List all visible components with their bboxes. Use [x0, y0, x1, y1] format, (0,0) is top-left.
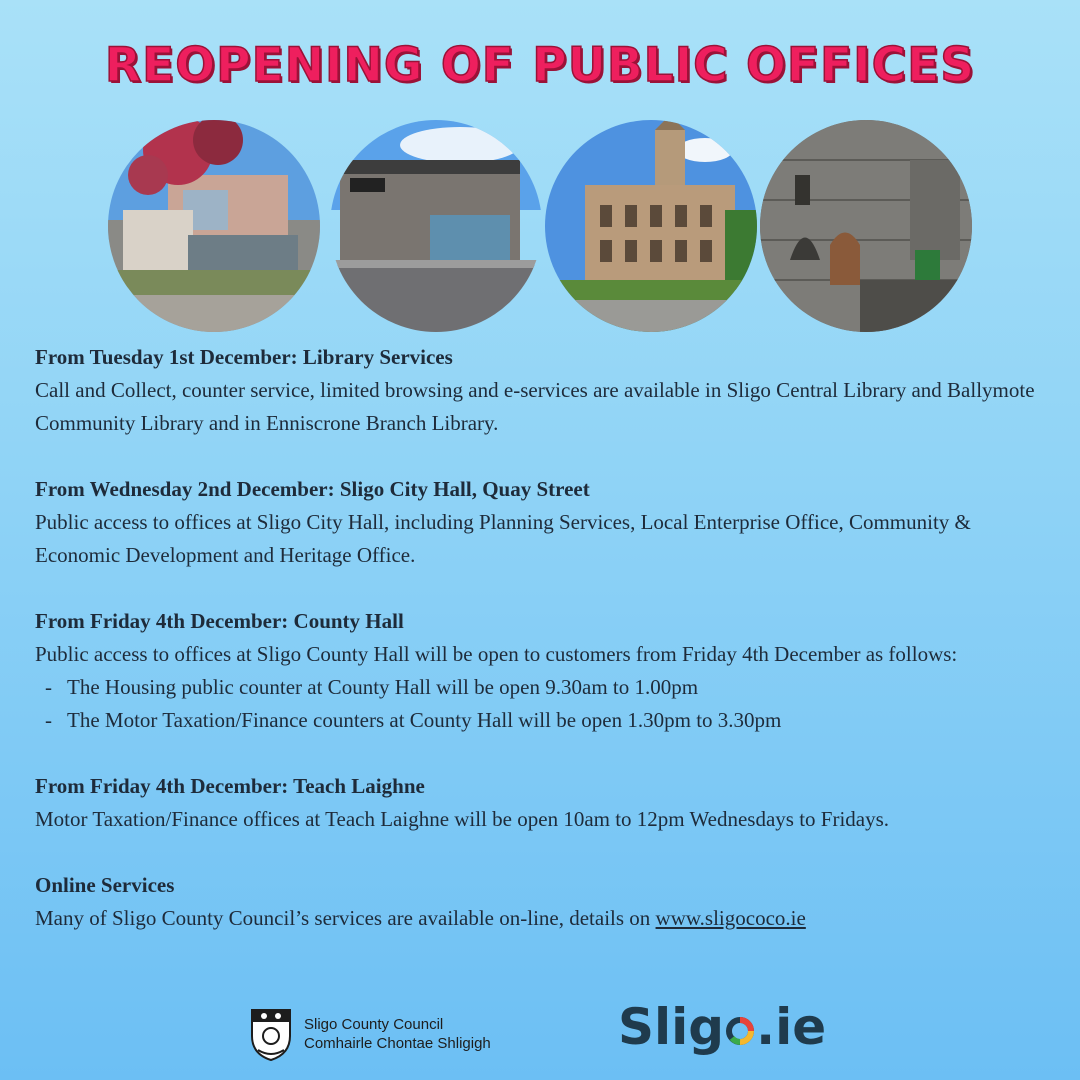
section-body [35, 902, 1055, 935]
county-hall-photo [760, 120, 972, 332]
logo-text-left: Slig [618, 998, 725, 1056]
library-building-photo [108, 120, 320, 332]
content [35, 341, 1055, 968]
section-county-hall [35, 605, 1055, 737]
section-body: Motor Taxation/Finance offices at Teach Laighne will be open 10am to 12pm Wednesdays to Fridays. [35, 807, 890, 831]
section-heading: Online Services [35, 873, 175, 897]
section-body-text: Many of Sligo County Council’s services are available on-line, details on [35, 906, 656, 930]
list-item-text: The Motor Taxation/Finance counters at County Hall will be open 1.30pm to 3.30pm [67, 708, 782, 732]
list-item-text: The Housing public counter at County Hall will be open 9.30am to 1.00pm [67, 675, 699, 699]
section-online-services [35, 869, 1055, 935]
city-hall-photo [545, 120, 757, 332]
page-title: REOPENING OF PUBLIC OFFICES [104, 38, 976, 93]
logo-text-right: .ie [756, 998, 827, 1056]
crest-icon [248, 1006, 294, 1062]
list-item: - The Motor Taxation/Finance counters at County Hall will be open 1.30pm to 3.30pm [45, 708, 782, 732]
stone-library-photo [330, 120, 542, 332]
website-link[interactable]: www.sligococo.ie [655, 906, 806, 930]
list-item: - The Housing public counter at County Hall will be open 9.30am to 1.00pm [45, 675, 699, 699]
bullet-list [35, 671, 1055, 737]
section-heading: From Tuesday 1st December: Library Services [35, 345, 453, 369]
sligo-ie-logo [618, 998, 826, 1056]
section-city-hall [35, 473, 1055, 572]
council-name-irish: Comhairle Chontae Shligigh [304, 1035, 491, 1052]
section-library-services [35, 341, 1055, 440]
section-teach-laighne [35, 770, 1055, 836]
council-name: Sligo County Council [304, 1016, 444, 1033]
section-heading: From Friday 4th December: County Hall [35, 609, 404, 633]
colour-ring-icon [725, 1016, 755, 1046]
section-body: Call and Collect, counter service, limited browsing and e-services are available in Sligo Central Library and Ballymote Community Library and in Enniscrone Branch Library. [35, 378, 1035, 435]
section-body: Public access to offices at Sligo City Hall, including Planning Services, Local Enterprise Office, Community & Economic Development and Heritage Office. [35, 510, 971, 567]
section-heading: From Wednesday 2nd December: Sligo City Hall, Quay Street [35, 477, 590, 501]
section-body: Public access to offices at Sligo County Hall will be open to customers from Friday 4th December as follows: [35, 642, 958, 666]
photo-strip [0, 120, 1080, 332]
section-heading: From Friday 4th December: Teach Laighne [35, 774, 425, 798]
council-logo [248, 1006, 491, 1062]
footer [0, 1000, 1080, 1070]
